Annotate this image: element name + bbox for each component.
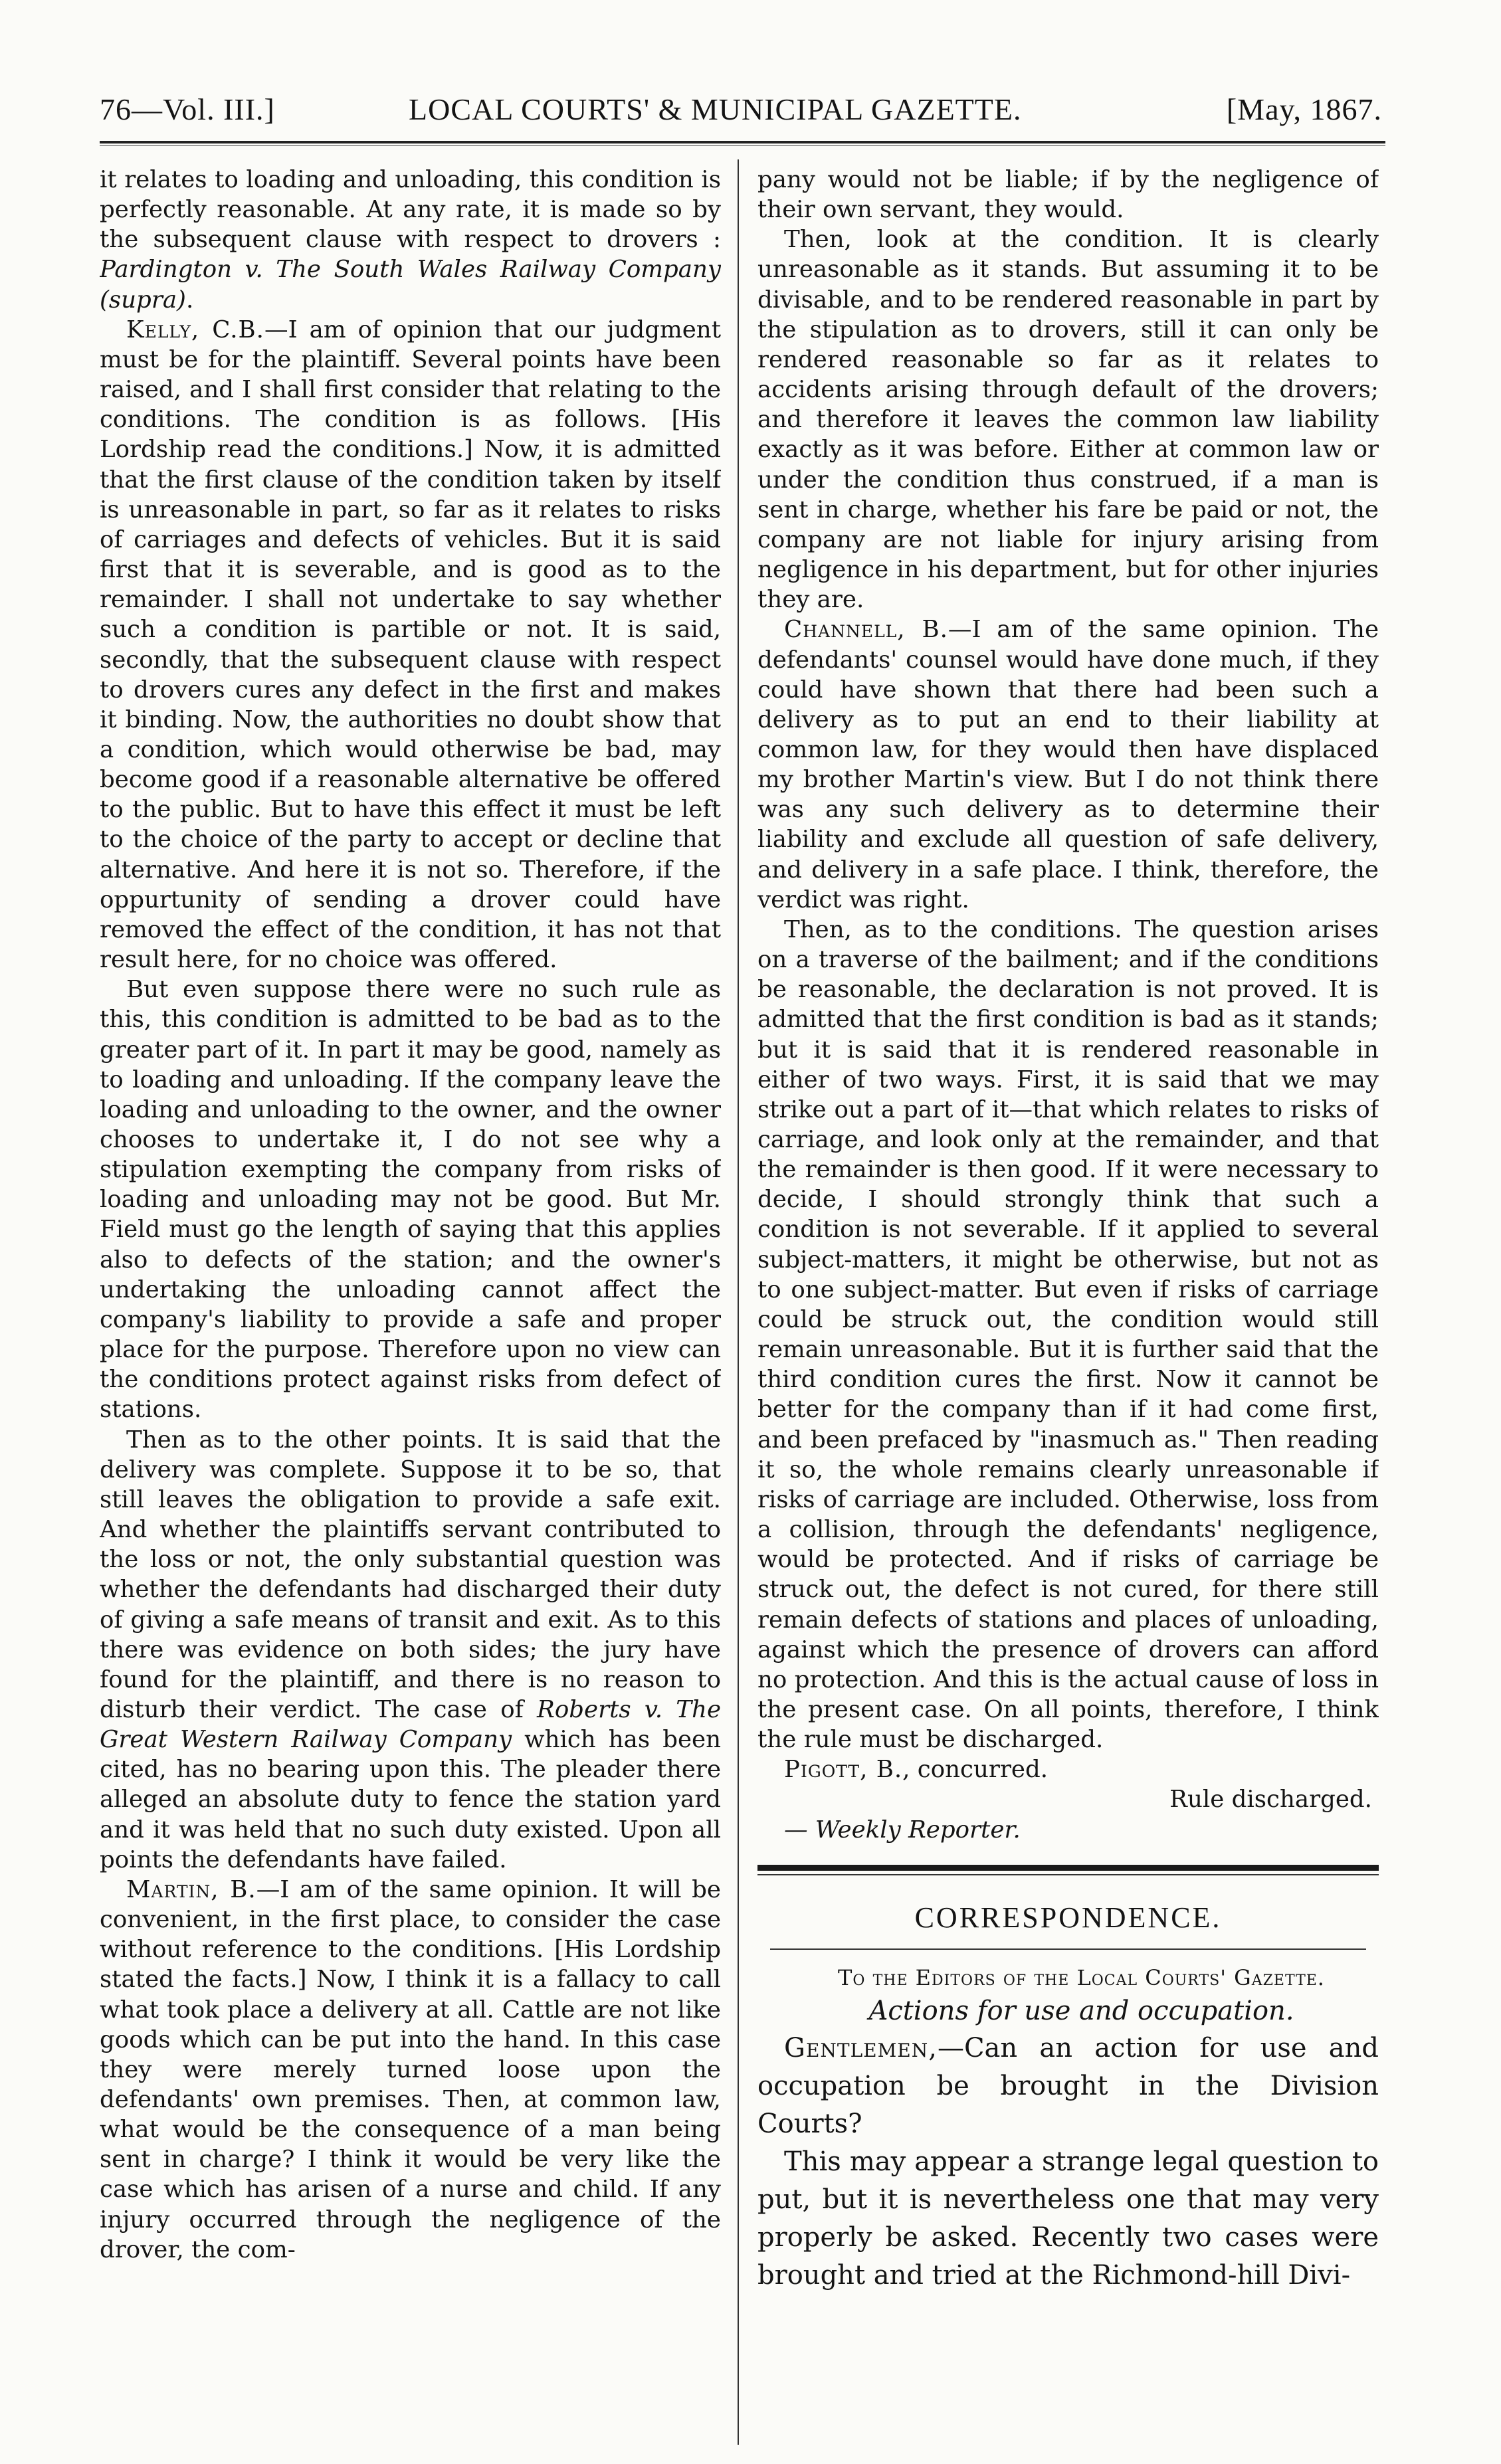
case-citation: Roberts v. The Great Western Railway Company [100,1695,721,1754]
left-column [100,165,721,2443]
judge-name: Martin, B. [126,1875,256,1903]
judge-name: Kelly, C.B. [126,316,264,343]
heading-rule [770,1948,1367,1950]
judge-name: Channell, B. [784,616,948,644]
section-rule-thick [757,1865,1379,1871]
header-date: [May, 1867. [1226,92,1382,126]
salutation: Gentlemen, [784,2032,938,2063]
paragraph-kelly: Kelly, C.B.—I am of opinion that our judgment must be for the plaintiff. Several points have been raised, and I shall first consider that relating to the conditions. The condition is as follows. [His Lordship read the conditions.] Now, it is admitted that the first clause of the condition taken by itself is unreasonable in part, so far as it relates to risks of carriages and defects of vehicles. But it is said first that it is severable, and is good as to the remainder. I shall not undertake to say whether such a condition is partible or not. It is said, secondly, that the subsequent clause with respect to drovers cures any defect in the first and makes it binding. Now, the authorities no doubt show that a condition, which would otherwise be bad, may become good if a reasonable alternative be offered to the public. But to have this effect it must be left to the choice of the party to accept or decline that alternative. And here it is not so. Therefore, if the oppurtunity of sending a drover could have removed the effect of the condition, it has not that result here, for no choice was offered. [100,316,721,974]
right-column [757,165,1379,2443]
letter-address: To the Editors of the Local Courts' Gazette. [838,1964,1325,1990]
header-rule-thin [100,145,1385,146]
paragraph: it relates to loading and unloading, this condition is perfectly reasonable. At any rate, it is made so by the subsequent clause with respect to drovers : Pardington v. The South Wales Railway Company (supra). [100,166,721,314]
paragraph-martin: Martin, B.—I am of the same opinion. It will be convenient, in the first place, to consider the case without reference to the conditions. [His Lordship stated the facts.] Now, I think it is a fallacy to call what took place a delivery at all. Cattle are not like goods which can be put into the hand. In this case they were merely turned loose upon the defendants' own premises. Then, at common law, what would be the consequence of a man being sent in charge? I think it would be very like the case which has arisen of a nurse and child. If any injury occurred through the negligence of the drover, the com- [100,1875,721,2263]
paragraph: This may appear a strange legal question to put, but it is nevertheless one that may very properly be asked. Recently two cases were brought and tried at the Richmond-hill Divi- [757,2146,1379,2291]
letter-subheading: Actions for use and occupation. [868,1995,1294,2026]
paragraph: Then, as to the conditions. The question arises on a traverse of the bailment; and if the conditions be reasonable, the declaration is not proved. It is admitted that the first condition is bad as it stands; but it is said that it is rendered reasonable in either of two ways. First, it is said that we may strike out a part of it—that which relates to risks of carriage, and look only at the remainder, and that the remainder is then good. If it were necessary to decide, I should strongly think that such a condition is not severable. If it applied to several subject-matters, it might be otherwise, but not as to one subject-matter. But even if risks of carriage could be struck out, the condition would still remain unreasonable. But it is further said that the third condition cures the first. Now it cannot be better for the company than if it had come first, and been prefaced by "inasmuch as." Then reading it so, the whole remains clearly unreasonable if risks of carriage are included. Otherwise, loss from a collision, through the defendants' negligence, would be protected. And if risks of carriage be struck out, the defect is not cured, for there still remain defects of stations and places of unloading, against which the presence of drovers can afford no protection. And this is the actual cause of loss in the present case. On all points, therefore, I think the rule must be discharged. [757,915,1379,1754]
paragraph: Then as to the other points. It is said that the delivery was complete. Suppose it to be so, that still leaves the obligation to provide a safe exit. And whether the plaintiffs servant contributed to the loss or not, the only substantial question was whether the defendants had discharged their duty of giving a safe means of transit and exit. As to this there was evidence on both sides; the jury have found for the plaintiff, and there is no reason to disturb their verdict. The case of Roberts v. The Great Western Railway Company which has been cited, has no bearing upon this. The pleader there alleged an absolute duty to fence the station yard and it was held that no such duty existed. Upon all points the defendants have failed. [100,1426,721,1873]
source-credit: — Weekly Reporter. [784,1816,1021,1844]
page-header [100,92,1382,138]
letter-body [757,2030,1379,2295]
correspondence-heading: CORRESPONDENCE. [914,1901,1222,1934]
paragraph: pany would not be liable; if by the negligence of their own servant, they would. [757,166,1379,224]
header-title: LOCAL COURTS' & MUNICIPAL GAZETTE. [409,92,1022,126]
paragraph: Gentlemen,—Can an action for use and occupation be brought in the Division Courts? [757,2032,1379,2139]
section-rule-thin [757,1874,1379,1875]
judge-name: Pigott, B. [784,1756,903,1784]
paragraph-pigott: Pigott, B., concurred. [784,1756,1049,1784]
paragraph: But even suppose there were no such rule as this, this condition is admitted to be bad as to the greater part of it. In part it may be good, namely as to loading and unloading. If the company leave the loading and unloading to the owner, and the owner chooses to undertake it, I do not see why a stipulation exempting the company from risks of loading and unloading may not be good. But Mr. Field must go the length of saying that this applies also to defects of the station; and the owner's undertaking the unloading cannot affect the company's liability to provide a safe and proper place for the purpose. Therefore upon no view can the conditions protect against risks from defect of stations. [100,976,721,1424]
paragraph-channell: Channell, B.—I am of the same opinion. The defendants' counsel would have done much, if they could have shown that there had been such a delivery as to put an end to their liability at common law, for they would then have displaced my brother Martin's view. But I do not think there was any such delivery as to determine their liability and exclude all question of safe delivery, and delivery in a safe place. I think, therefore, the verdict was right. [757,616,1379,913]
header-rule [100,141,1385,143]
case-citation: Pardington v. The South Wales Railway Company (supra) [100,256,721,314]
rule-discharged: Rule discharged. [1169,1786,1372,1814]
column-divider [738,159,739,2445]
header-volume: 76—Vol. III.] [100,92,275,126]
paragraph: Then, look at the condition. It is clearly unreasonable as it stands. But assuming it to be divisable, and to be rendered reasonable in part by the stipulation as to drovers, still it can only be rendered reasonable so far as it relates to accidents arising through default of the drovers; and therefore it leaves the common law liability exactly as it was before. Either at common law or under the condition thus construed, if a man is sent in charge, whether his fare be paid or not, the company are not liable for injury arising from negligence in his department, but for other injuries they are. [757,226,1379,614]
